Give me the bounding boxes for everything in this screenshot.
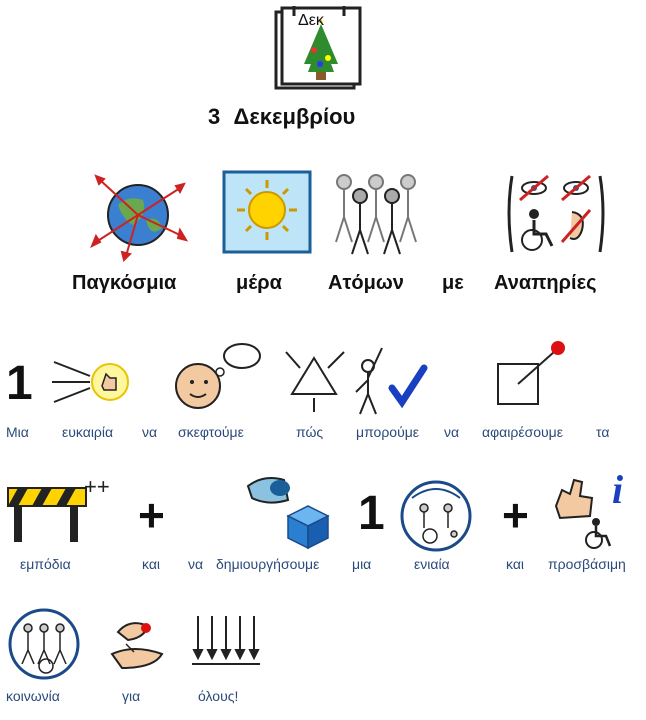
row3-word-3: όλους! [198,688,239,704]
row1-word-2: ευκαιρία [62,424,114,440]
date-title: 3 Δεκεμβρίου [208,104,356,129]
calendar-month: Δεκ [298,12,324,29]
sun-day-icon [220,168,316,258]
row1-word-1: Μια [6,424,29,440]
opportunity-icon [50,352,140,412]
plus-symbol-1: + [138,489,165,541]
can-stick-figure-icon [352,340,428,416]
row2-word-6: ενιαία [414,556,450,572]
headline-word-4: με [442,272,464,294]
row3-word-1: κοινωνία [6,688,60,704]
info-i-symbol: i [612,467,624,512]
headline-word-3: Ατόμων [328,272,404,294]
row2-word-1: εμπόδια [20,556,71,572]
how-triangle-icon [282,346,348,412]
row2-word-8: προσβάσιμη [548,556,626,572]
row2-word-5: μια [352,556,372,572]
row1-word-9: τα [596,424,610,440]
row3-word-2: για [122,688,141,704]
row1-word-7: να [444,424,460,440]
row2-word-7: και [506,556,525,572]
for-giving-icon [104,614,174,684]
row2-word-2: και [142,556,161,572]
everyone-arrows-icon [188,614,268,682]
people-group-icon [330,172,430,262]
row2-word-4: δημιουργήσουμε [216,556,320,572]
row1-word-5: πώς [296,424,324,440]
disabilities-icon [506,172,606,262]
row2-word-3: να [188,556,204,572]
row1-word-8: αφαιρέσουμε [482,424,563,440]
headline-word-2: μέρα [236,272,282,294]
create-icon [244,470,334,550]
society-icon [6,606,86,686]
headline-word-1: Παγκόσμια [72,272,177,294]
plus-small-symbol: ++ [84,474,110,499]
plus-symbol-2: + [502,489,529,541]
remove-icon [494,340,574,410]
number-one-symbol-2: 1 [358,487,385,540]
row1-word-4: σκεφτούμε [178,424,244,440]
number-one-symbol: 1 [6,357,33,410]
row1-word-3: να [142,424,158,440]
row1-word-6: μπορούμε [356,424,420,440]
headline-word-5: Αναπηρίες [494,272,597,294]
globe-icon [88,170,188,260]
thinking-head-icon [172,342,262,412]
inclusive-circle-icon [398,478,474,554]
